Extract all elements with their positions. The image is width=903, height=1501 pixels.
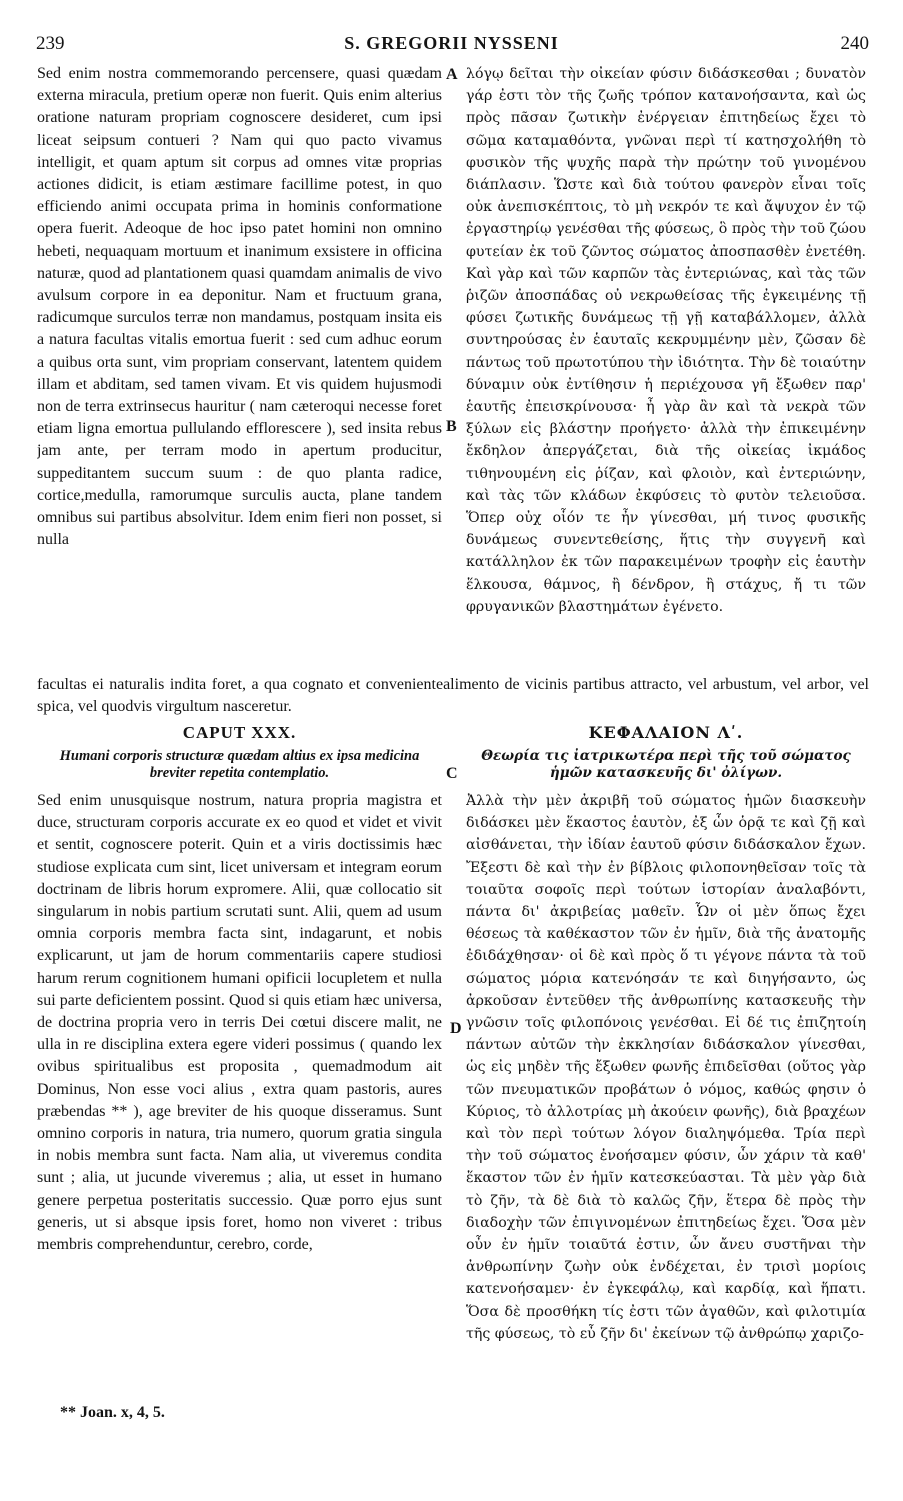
chapter-subtitle-latin: Humani corporis structuræ quædam altius ex ipsa medicina breviter repetita contemplatio. [59,748,420,781]
page-header [30,33,873,59]
latin-column-chapter [37,790,442,1390]
chapter-title-latin: CAPUT XXX. [182,723,297,742]
section-marker-d: D [450,1020,462,1037]
running-title: S. GREGORII NYSSENI [344,33,559,53]
chapter-title-greek: ΚΕΦΑΛΑΙΟΝ Λʹ. [588,723,744,742]
greek-column-chapter [466,790,866,1390]
latin-chapter-text: Sed enim unusquisque nostrum, natura propria magistra et duce, structuram corporis accurate ex eo quod et videt et vivit et sentit, cognoscere poterit. Quin et a viris doctissimis hæc studiose explicata cum sint, licet universam et integram eorum doctrinam de libris horum expromere. Alii, quæ collocatio sit singularum in nobis partium scrutati sunt. Alii, quem ad usum omnia corporis membra facta sint, indagarunt, et nobis explicarunt, ut jam de horum commentariis capere studiosi harum rerum cognitionem humani opificii locupletem et nulla sui parte deficientem possint. Quod si quis etiam hæc universa, de doctrina propria vero in terris Dei cœtui discere malit, ne ulla in re disciplina extera egere videri possimus ( quando lex ovibus spiritualibus est proposita , quemadmodum ait Dominus, Non esse voci alius , extra quam pastoris, aures præbendas ** ), age breviter de his quoque disseramus. Sunt omnino corporis in natura, tria numero, quorum gratia singula in nobis membra sunt facta. Nam alia, ut viveremus condita sunt ; alia, ut jucunde viveremus ; alia, ut esset in humano genere perpetua posteritatis successio. Quæ porro ejus sunt generis, ut si absque ipsis foret, homo non viveret : tribus membris comprehenduntur, cerebro, corde, [37,792,442,1254]
latin-paragraph: Sed enim nostra commemorando percensere, quasi quædam externa miracula, pretium operæ non fuerit. Quis enim alterius oratione naturam propriam cognoscere desideret, cum ipsi liceat seipsum contueri ? Nam qui quo pacto vivamus intelligit, et quam aptum sit corpus ad omnes vitæ proprias actiones didicit, is etiam æstimare facillime potest, in quo efficiendo animi occupata prima in hominis conformatione opera fuerit. Adeoque de hoc ipso patet homini non omnino hebeti, nequaquam mortuum et inanimum exsistere in officina naturæ, quod ad plantationem quasi quamdam animalis de vivo avulsum corpore in ea deponitur. Nam et fructuum grana, radicumque surculos terræ non mandamus, postquam insita eis a natura facultas vitalis emortua fuerit : sed cum adhuc eorum a quibus orta sunt, vim propriam conservant, latentem quidem illam et abditam, sed tamen vivam. Et vis quidem hujusmodi non de terra extrinsecus hauritur ( nam cæteroqui necesse foret etiam ligna emortua pullulando efflorescere ), sed insita rebus jam ante, per terram modo in apertum producitur, suppeditantem succum suum : de quo planta radice, cortice,medulla, ramorumque surculis aucta, plane tandem omnibus sui partibus absolvitur. Idem enim fieri non posset, si nulla [37,65,442,549]
section-marker-b: B [446,418,457,435]
greek-chapter-text: Ἀλλὰ τὴν μὲν ἀκριβῆ τοῦ σώματος ἡμῶν διασκευὴν διδάσκει μὲν ἕκαστος ἑαυτὸν, ἐξ ὧν ὁρᾷ τε καὶ ζῇ καὶ αἰσθάνεται, τὴν ἰδίαν ἑαυτοῦ φύσιν διδάσκαλον ἔχων. Ἔξεστι δὲ καὶ τὴν ἐν βίβλοις φιλοπονηθεῖσαν τοῖς τὰ τοιαῦτα σοφοῖς περὶ τούτων ἱστορίαν ἀναλαβόντι, πάντα δι' ἀκριβείας μαθεῖν. Ὧν οἱ μὲν ὅπως ἔχει θέσεως τὰ καθέκαστον τῶν ἐν ἡμῖν, διὰ τῆς ἀνατομῆς ἐδιδάχθησαν· οἱ δὲ καὶ πρὸς ὅ τι γέγονε πάντα τὰ τοῦ σώματος μόρια κατενόησάν τε καὶ διηγήσαντο, ὡς ἀρκοῦσαν ἐντεῦθεν τῆς ἀνθρωπίνης κατασκευῆς τὴν γνῶσιν τοῖς φιλοπόνοις γενέσθαι. Εἰ δέ τις ἐπιζητοίη πάντων αὐτῶν τὴν ἐκκλησίαν διδάσκαλον γίνεσθαι, ὡς εἰς μηδὲν τῆς ἔξωθεν φωνῆς ἐπιδεῖσθαι (οὕτος γὰρ τῶν πνευματικῶν προβάτων ὁ νόμος, καθώς φησιν ὁ Κύριος, τὸ ἀλλοτρίας μὴ ἀκούειν φωνῆς), διὰ βραχέων καὶ τὸν περὶ τούτων λόγον διαληψόμεθα. Τρία περὶ τὴν τοῦ σώματος ἐνοήσαμεν φύσιν, ὧν χάριν τὰ καθ' ἕκαστον τῶν ἐν ἡμῖν κατεσκεύασται. Τὰ μὲν γὰρ διὰ τὸ ζῆν, τὰ δὲ διὰ τὸ καλῶς ζῆν, ἕτερα δὲ πρὸς τὴν διαδοχὴν τῶν ἐπιγινομένων ἐπιτηδείως ἔχει. Ὅσα μὲν οὖν ἐν ἡμῖν τοιαῦτά ἐστιν, ὧν ἄνευ συστῆναι τὴν ἀνθρωπίνην ζωὴν οὐκ ἐνδέχεται, ἐν τρισὶ μορίοις κατενοήσαμεν· ἐν ἐγκεφάλῳ, καὶ καρδίᾳ, καὶ ἥπατι. Ὅσα δὲ προσθήκη τίς ἐστι τῶν ἀγαθῶν, καὶ φιλοτιμία τῆς φύσεως, τὸ εὖ ζῆν δι' ἐκείνων τῷ ἀνθρώπῳ χαριζο- [466,793,866,1342]
latin-column-top [37,63,442,683]
spanning-paragraph: facultas ei naturalis indita foret, a qua cognato et convenientealimento de vicinis partibus attracto, vel arbustum, vel arbor, vel spica, vel quodvis virgultum nasceretur. [37,676,869,715]
right-page-number: 240 [840,33,869,54]
spanning-latin-text [37,674,869,718]
left-page-number: 239 [36,33,65,54]
section-marker-c: C [446,765,458,782]
footnote: ** Joan. x, 4, 5. [60,1404,165,1421]
greek-column-top [466,63,866,683]
greek-paragraph: λόγῳ δεῖται τὴν οἰκείαν φύσιν διδάσκεσθαι ; δυνατὸν γάρ ἐστι τὸν τῆς ζωῆς τρόπον κατανοήσαντα, καὶ ὡς πρὸς πᾶσαν ζωτικὴν ἐνέργειαν ἐπιτηδείως ἔχει τὸ σῶμα καταμαθόντα, γνῶναι περὶ τί κατησχολήθη τὸ φυσικὸν τῆς ψυχῆς παρὰ τὴν πρώτην τοῦ γινομένου διάπλασιν. Ὥστε καὶ διὰ τούτου φανερὸν εἶναι τοῖς οὐκ ἀνεπισκέπτοις, τὸ μὴ νεκρόν τε καὶ ἄψυχον ἐν τῷ ἐργαστηρίῳ γενέσθαι τῆς φύσεως, ὃ πρὸς τὴν τοῦ ζώου φυτείαν ἐκ τοῦ ζῶντος σώματος ἀποσπασθὲν ἐνετέθη. Καὶ γὰρ καὶ τῶν καρπῶν τὰς ἐντεριώνας, καὶ τὰς τῶν ῥιζῶν ἀποσπάδας οὐ νεκρωθείσας τῆς ἐγκειμένης τῇ φύσει ζωτικῆς δυνάμεως τῇ γῇ καταβάλλομεν, ἀλλὰ συντηρούσας ἐν ἑαυταῖς κεκρυμμένην μὲν, ζῶσαν δὲ πάντως τοῦ πρωτοτύπου τὴν ἰδιότητα. Τὴν δὲ τοιαύτην δύναμιν οὐκ ἐντίθησιν ἡ περιέχουσα γῆ ἔξωθεν παρ' ἑαυτῆς ἐπεισκρίνουσα· ἦ γὰρ ἂν καὶ τὰ νεκρὰ τῶν ξύλων εἰς βλάστην προήγετο· ἀλλὰ τὴν ἐπικειμένην ἔκδηλον ἀπεργάζεται, διὰ τῆς οἰκείας ἰκμάδος τιθηνουμένη εἰς ῥίζαν, καὶ φλοιὸν, καὶ ἐντεριώνην, καὶ τὰς τῶν κλάδων ἐκφύσεις τὸ φυτὸν τελειοῦσα. Ὅπερ οὐχ οἷόν τε ἦν γίνεσθαι, μή τινος φυσικῆς δυνάμεως συνεντεθείσης, ἥτις τὴν συγγενῆ καὶ κατάλληλον ἐκ τῶν παρακειμένων τροφὴν εἰς ἑαυτὴν ἕλκουσα, θάμνος, ἢ δένδρον, ἢ στάχυς, ἤ τι τῶν φρυγανικῶν βλαστημάτων ἐγένετο. [466,66,866,615]
section-marker-a: A [446,66,458,83]
chapter-subtitle-greek: Θεωρία τις ἰατρικωτέρα περὶ τῆς τοῦ σώματος ἡμῶν κατασκευῆς δι' ὀλίγων. [481,748,851,781]
